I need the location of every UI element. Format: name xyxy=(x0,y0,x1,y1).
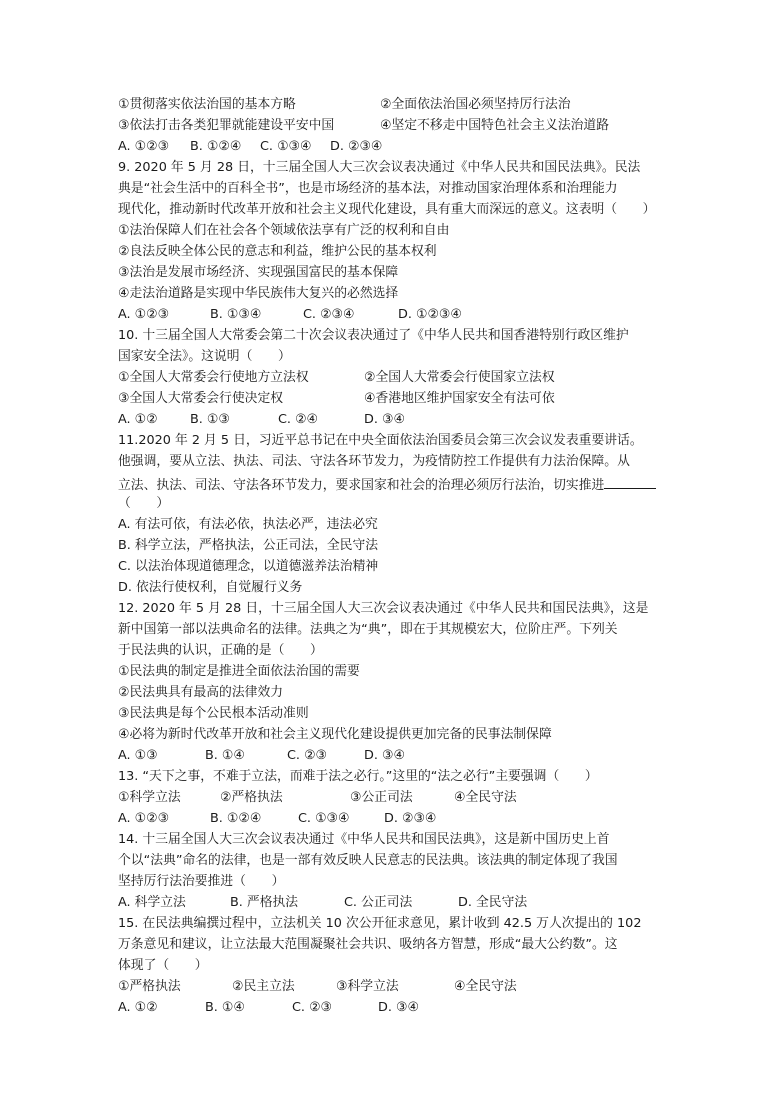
choice-c: C. 公正司法 xyxy=(344,895,413,910)
choice-a: A. ①③ xyxy=(118,748,158,763)
q9-stem-line-1: 9. 2020 年 5 月 28 日，十三届全国人大三次会议表决通过《中华人民共和国民法典》。民法 xyxy=(118,160,641,175)
q11-stem-line-3 xyxy=(118,474,656,495)
q11-stem-text: 立法、执法、司法、守法各环节发力，要求国家和社会的治理必须厉行法治，切实推进 xyxy=(118,478,605,493)
choice-b: B. 严格执法 xyxy=(230,895,299,910)
q10-options-row-2 xyxy=(118,390,555,408)
choice-a: A. 科学立法 xyxy=(118,895,186,910)
choice-d: D. ②③④ xyxy=(330,139,383,154)
q10-choices xyxy=(118,411,405,429)
prev-option-2: ②全面依法治国必须坚持厉行法治 xyxy=(380,97,571,112)
q13-item-2: ②严格执法 xyxy=(220,790,283,805)
prev-choices xyxy=(118,138,383,156)
answer-blank xyxy=(604,474,656,489)
choice-b: B. ①②④ xyxy=(190,139,242,154)
choice-a: A. ①②③ xyxy=(118,307,170,322)
q15-item-3: ③科学立法 xyxy=(336,979,399,994)
q12-stem-line-2: 新中国第一部以法典命名的法律。法典之为“典”，即在于其规模宏大，位阶庄严。下列关 xyxy=(118,622,618,637)
choice-c: C. ②③④ xyxy=(303,307,355,322)
q9-item-4: ④走法治道路是实现中华民族伟大复兴的必然选择 xyxy=(118,286,399,301)
q11-choice-d: D. 依法行使权利，自觉履行义务 xyxy=(118,580,303,595)
choice-c: C. ①③④ xyxy=(260,139,312,154)
q11-stem-line-2: 他强调，要从立法、执法、司法、守法各环节发力，为疫情防控工作提供有力法治保障。从 xyxy=(118,454,630,469)
choice-d: D. ①②③④ xyxy=(398,307,462,322)
q10-option-3: ③全国人大常委会行使决定权 xyxy=(118,391,284,406)
q12-choices xyxy=(118,747,405,765)
choice-d: D. ③④ xyxy=(364,748,405,763)
q9-stem-line-2: 典是“社会生活中的百科全书”，也是市场经济的基本法，对推动国家治理体系和治理能力 xyxy=(118,181,618,196)
choice-d: D. ③④ xyxy=(364,412,405,427)
q14-choices xyxy=(118,894,528,912)
q12-stem-line-3: 于民法典的认识，正确的是（ ） xyxy=(118,643,323,658)
choice-b: B. ①③④ xyxy=(210,307,262,322)
choice-b: B. ①②④ xyxy=(210,811,262,826)
choice-d: D. ②③④ xyxy=(384,811,437,826)
q14-stem-line-2: 个以“法典”命名的法律，也是一部有效反映人民意志的民法典。该法典的制定体现了我国 xyxy=(118,853,618,868)
q15-item-4: ④全民守法 xyxy=(454,979,517,994)
prev-option-4: ④坚定不移走中国特色社会主义法治道路 xyxy=(380,118,610,133)
q9-stem-line-3: 现代化，推动新时代改革开放和社会主义现代化建设，具有重大而深远的意义。这表明（ ） xyxy=(118,202,656,217)
choice-c: C. ②③ xyxy=(292,1000,333,1015)
q11-choice-b: B. 科学立法，严格执法，公正司法，全民守法 xyxy=(118,538,379,553)
q9-item-3: ③法治是发展市场经济、实现强国富民的基本保障 xyxy=(118,265,399,280)
q13-items xyxy=(118,789,517,807)
q13-choices xyxy=(118,810,437,828)
q9-item-1: ①法治保障人们在社会各个领域依法享有广泛的权利和自由 xyxy=(118,223,450,238)
q13-item-4: ④全民守法 xyxy=(454,790,517,805)
choice-c: C. ②③ xyxy=(287,748,328,763)
q11-choice-c: C. 以法治体现道德理念，以道德滋养法治精神 xyxy=(118,559,379,574)
q14-stem-line-3: 坚持厉行法治要推进（ ） xyxy=(118,874,285,889)
q15-stem-line-3: 体现了（ ） xyxy=(118,958,208,973)
q15-item-1: ①严格执法 xyxy=(118,979,181,994)
choice-a: A. ①②③ xyxy=(118,139,170,154)
q15-stem-line-1: 15. 在民法典编撰过程中，立法机关 10 次公开征求意见，累计收到 42.5 万人次提出的 102 xyxy=(118,916,642,931)
q12-stem-line-1: 12. 2020 年 5 月 28 日，十三届全国人大三次会议表决通过《中华人民共和国民法典》，这是 xyxy=(118,601,649,616)
choice-c: C. ①③④ xyxy=(298,811,350,826)
choice-c: C. ②④ xyxy=(278,412,319,427)
q10-options-row-1 xyxy=(118,369,555,387)
q13-stem: 13. “天下之事，不难于立法，而难于法之必行。”这里的“法之必行”主要强调（ ） xyxy=(118,769,598,784)
choice-b: B. ①④ xyxy=(205,748,245,763)
choice-a: A. ①② xyxy=(118,1000,158,1015)
q12-item-1: ①民法典的制定是推进全面依法治国的需要 xyxy=(118,664,360,679)
q9-item-2: ②良法反映全体公民的意志和利益，维护公民的基本权利 xyxy=(118,244,437,259)
q14-stem-line-1: 14. 十三届全国人大三次会议表决通过《中华人民共和国民法典》，这是新中国历史上首 xyxy=(118,832,610,847)
q13-item-3: ③公正司法 xyxy=(350,790,413,805)
choice-a: A. ①②③ xyxy=(118,811,170,826)
choice-a: A. ①② xyxy=(118,412,158,427)
q9-choices xyxy=(118,306,462,324)
choice-d: D. 全民守法 xyxy=(458,895,528,910)
prev-option-3: ③依法打击各类犯罪就能建设平安中国 xyxy=(118,118,335,133)
q10-option-1: ①全国人大常委会行使地方立法权 xyxy=(118,370,309,385)
choice-b: B. ①④ xyxy=(205,1000,245,1015)
q11-choice-a: A. 有法可依，有法必依，执法必严，违法必究 xyxy=(118,517,378,532)
q15-items xyxy=(118,978,517,996)
prev-options-row-2 xyxy=(118,117,610,135)
q11-stem-line-1: 11.2020 年 2 月 5 日，习近平总书记在中央全面依法治国委员会第三次会议发表重要讲话。 xyxy=(118,433,643,448)
q10-stem-line-2: 国家安全法》。这说明（ ） xyxy=(118,349,291,364)
q10-stem-line-1: 10. 十三届全国人大常委会第二十次会议表决通过了《中华人民共和国香港特别行政区维护 xyxy=(118,328,629,343)
q15-stem-line-2: 万条意见和建议，让立法最大范围凝聚社会共识、吸纳各方智慧，形成“最大公约数”。这 xyxy=(118,937,618,952)
q10-option-4: ④香港地区维护国家安全有法可依 xyxy=(364,391,555,406)
q15-choices xyxy=(118,999,419,1017)
prev-option-1: ①贯彻落实依法治国的基本方略 xyxy=(118,97,296,112)
q12-item-2: ②民法典具有最高的法律效力 xyxy=(118,685,284,700)
q15-item-2: ②民主立法 xyxy=(232,979,295,994)
q12-item-4: ④必将为新时代改革开放和社会主义现代化建设提供更加完备的民事法制保障 xyxy=(118,727,552,742)
choice-b: B. ①③ xyxy=(190,412,230,427)
prev-options-row-1 xyxy=(118,96,571,114)
q10-option-2: ②全国人大常委会行使国家立法权 xyxy=(364,370,555,385)
q13-item-1: ①科学立法 xyxy=(118,790,181,805)
q11-paren: （ ） xyxy=(118,496,170,511)
choice-d: D. ③④ xyxy=(378,1000,419,1015)
q12-item-3: ③民法典是每个公民根本活动准则 xyxy=(118,706,309,721)
